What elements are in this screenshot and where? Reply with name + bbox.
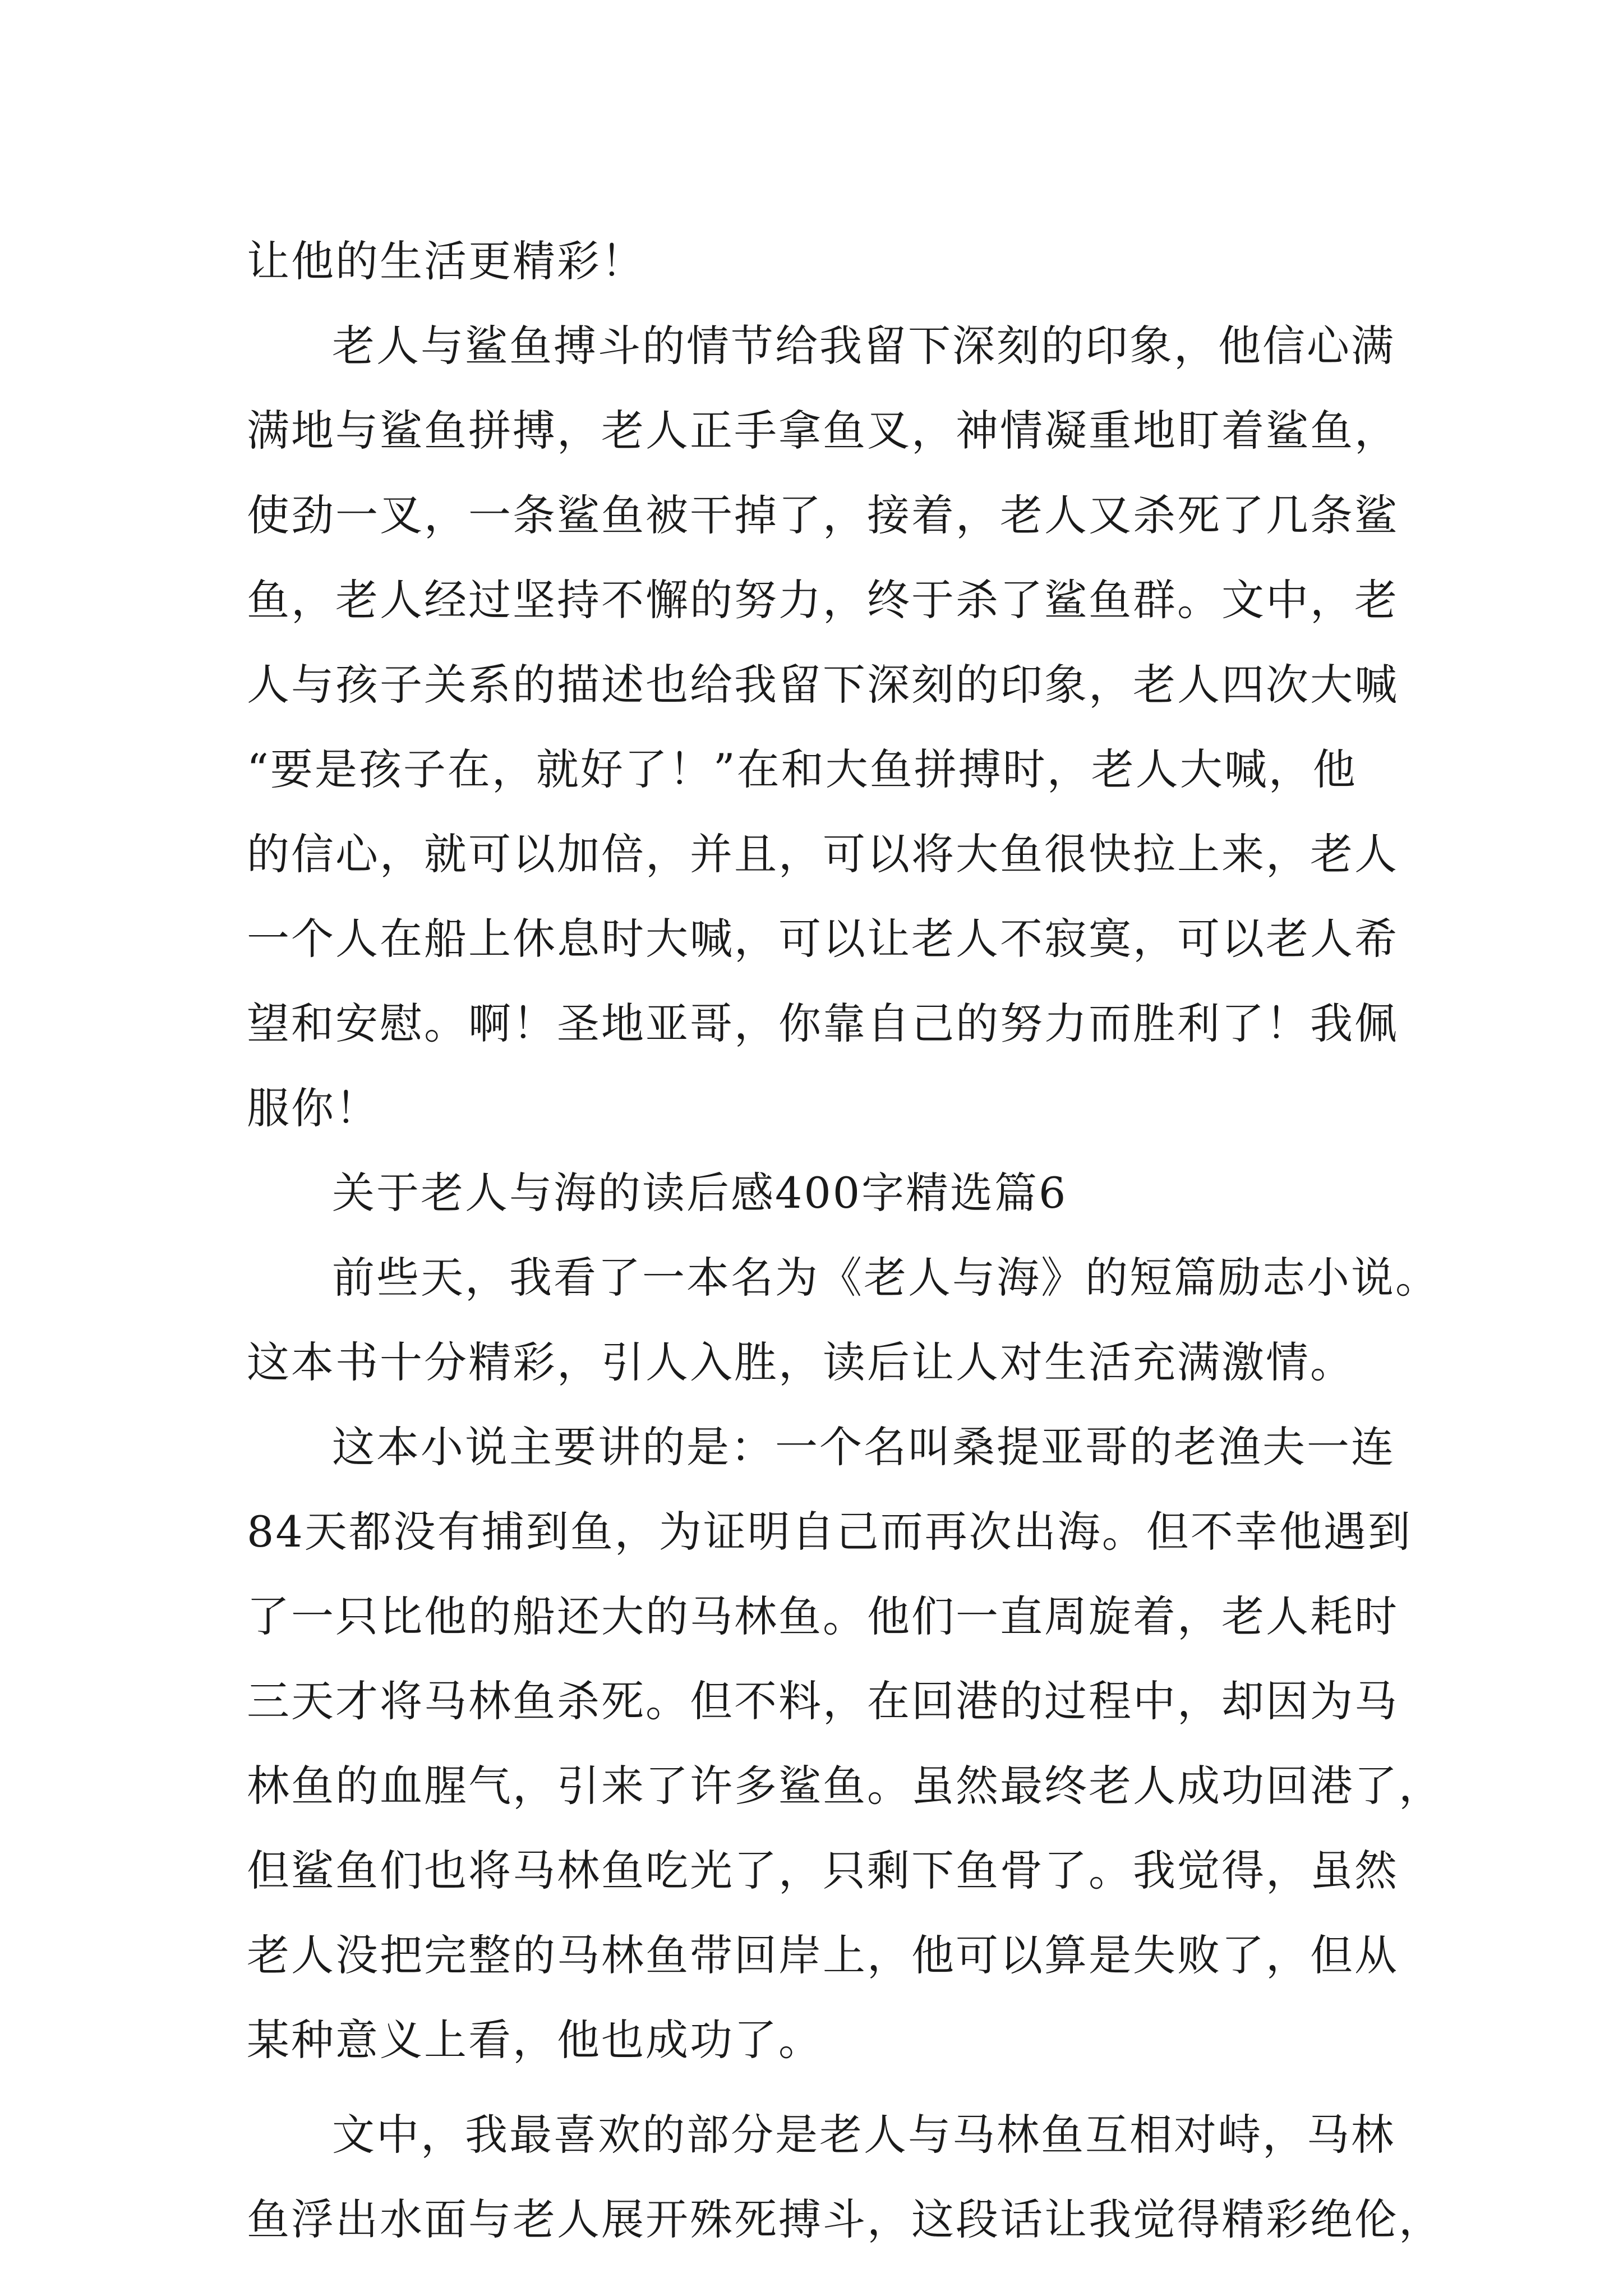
text-line: 满地与鲨鱼拼搏，老人正手拿鱼叉，神情凝重地盯着鲨鱼， — [247, 406, 1399, 455]
text-line: 的信心，就可以加倍，并且，可以将大鱼很快拉上来，老人 — [247, 829, 1399, 879]
paragraph-first-line: 这本小说主要讲的是：一个名叫桑提亚哥的老渔夫一连 — [332, 1422, 1395, 1472]
paragraph-first-line: 文中，我最喜欢的部分是老人与马林鱼互相对峙，马林 — [332, 2110, 1395, 2160]
text-line: 84天都没有捕到鱼，为证明自己而再次出海。但不幸他遇到 — [247, 1507, 1412, 1557]
text-line: 鱼，老人经过坚持不懈的努力，终于杀了鲨鱼群。文中，老 — [247, 575, 1399, 625]
text-line: 人与孩子关系的描述也给我留下深刻的印象，老人四次大喊 — [247, 660, 1399, 710]
text-line: 老人没把完整的马林鱼带回岸上，他可以算是失败了，但从 — [247, 1930, 1399, 1980]
paragraph-first-line: 老人与鲨鱼搏斗的情节给我留下深刻的印象，他信心满 — [332, 321, 1395, 371]
text-line: 某种意义上看，他也成功了。 — [247, 2015, 823, 2065]
text-line: 让他的生活更精彩！ — [247, 236, 645, 286]
text-line: 望和安慰。啊！圣地亚哥，你靠自己的努力而胜利了！我佩 — [247, 999, 1399, 1048]
text-line: 三天才将马林鱼杀死。但不料，在回港的过程中，却因为马 — [247, 1676, 1399, 1726]
text-line: 但鲨鱼们也将马林鱼吃光了，只剩下鱼骨了。我觉得，虽然 — [247, 1846, 1399, 1895]
text-line: 服你！ — [247, 1083, 380, 1133]
section-heading: 关于老人与海的读后感400字精选篇6 — [332, 1168, 1068, 1218]
text-line: 鱼浮出水面与老人展开殊死搏斗，这段话让我觉得精彩绝伦， — [247, 2194, 1443, 2244]
text-line: 这本书十分精彩，引人入胜，读后让人对生活充满激情。 — [247, 1337, 1354, 1387]
paragraph-first-line: 前些天，我看了一本名为《老人与海》的短篇励志小说。 — [332, 1253, 1440, 1303]
text-line: 一个人在船上休息时大喊，可以让老人不寂寞，可以老人希 — [247, 914, 1399, 964]
text-line: 使劲一叉，一条鲨鱼被干掉了，接着，老人又杀死了几条鲨 — [247, 490, 1399, 540]
text-line: “要是孩子在，就好了！”在和大鱼拼搏时，老人大喊，他 — [247, 744, 1357, 794]
text-line: 了一只比他的船还大的马林鱼。他们一直周旋着，老人耗时 — [247, 1591, 1399, 1641]
document-body — [247, 219, 1443, 2262]
text-line: 林鱼的血腥气，引来了许多鲨鱼。虽然最终老人成功回港了， — [247, 1761, 1443, 1811]
